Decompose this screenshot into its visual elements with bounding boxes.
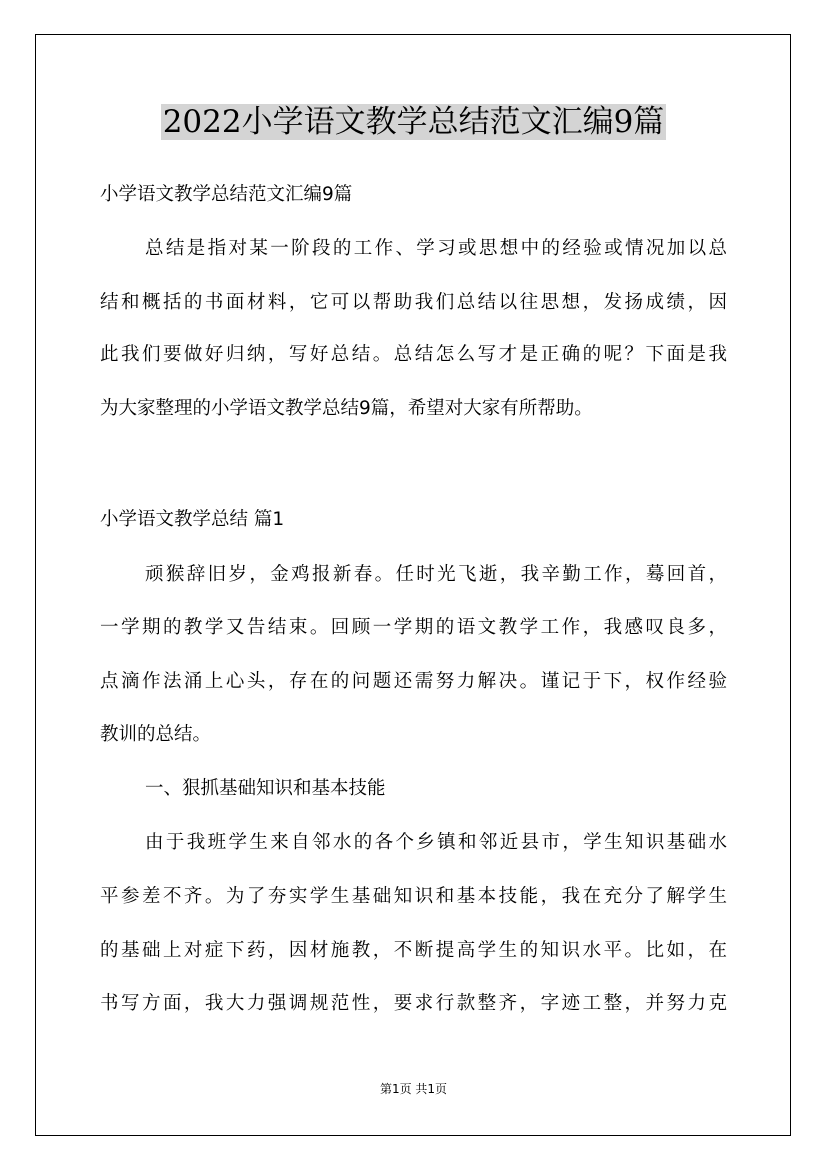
- paragraph-line: 的基础上对症下药，因材施教，不断提高学生的知识水平。比如，在: [100, 940, 727, 961]
- page-footer: 第1页 共1页: [379, 1082, 448, 1096]
- document-title: [0, 100, 827, 144]
- subheading: 一、狠抓基础知识和基本技能: [145, 778, 386, 799]
- subtitle: 小学语文教学总结范文汇编9篇: [100, 184, 353, 205]
- document-title-text: 2022小学语文教学总结范文汇编9篇: [162, 104, 665, 140]
- intro-line: 结和概括的书面材料，它可以帮助我们总结以往思想，发扬成绩，因: [100, 292, 727, 313]
- intro-line: 为大家整理的小学语文教学总结9篇，希望对大家有所帮助。: [100, 398, 593, 419]
- paragraph-line: 顽猴辞旧岁，金鸡报新春。任时光飞逝，我辛勤工作，蓦回首，: [145, 564, 727, 585]
- paragraph-line: 一学期的教学又告结束。回顾一学期的语文教学工作，我感叹良多，: [100, 617, 727, 638]
- section-heading: 小学语文教学总结 篇1: [100, 509, 285, 530]
- paragraph-line: 平参差不齐。为了夯实学生基础知识和基本技能，我在充分了解学生: [100, 886, 727, 907]
- intro-line: 此我们要做好归纳，写好总结。总结怎么写才是正确的呢？下面是我: [100, 344, 727, 365]
- intro-line: 总结是指对某一阶段的工作、学习或思想中的经验或情况加以总: [145, 238, 727, 259]
- paragraph-line: 点滴作法涌上心头，存在的问题还需努力解决。谨记于下，权作经验: [100, 671, 727, 692]
- paragraph-line: 由于我班学生来自邻水的各个乡镇和邻近县市，学生知识基础水: [145, 832, 727, 853]
- paragraph-line: 教训的总结。: [100, 724, 212, 745]
- paragraph-line: 书写方面，我大力强调规范性，要求行款整齐，字迹工整，并努力克: [100, 993, 727, 1014]
